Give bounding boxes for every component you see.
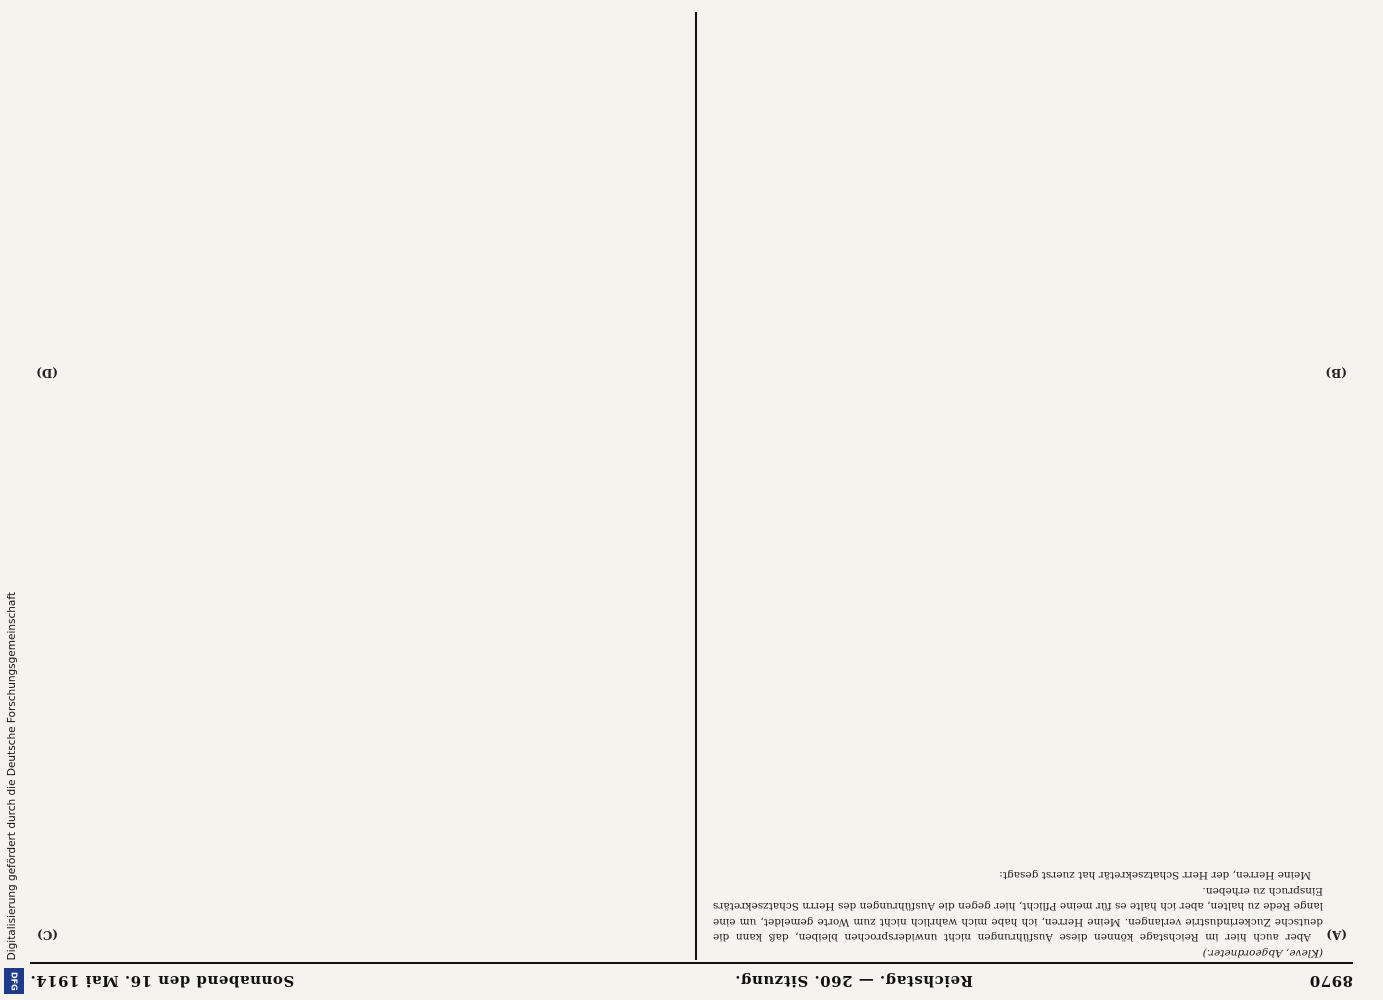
page-title: Reichstag. — 260. Sitzung.: [734, 972, 973, 990]
left-column: [713, 12, 1323, 960]
page-header: [30, 966, 1353, 992]
dfg-logo-icon: DFG: [4, 968, 24, 994]
right-column: [61, 12, 671, 960]
page-number: 8970: [1309, 972, 1353, 990]
column-divider: [695, 12, 697, 960]
header-rule: [30, 962, 1353, 964]
speaker-note: (Kleve, Abgeordneter.): [1202, 947, 1323, 959]
page-date: Sonnabend den 16. Mai 1914.: [30, 972, 295, 990]
margin-mark-c: (C): [37, 928, 58, 942]
paragraph: Meine Herren, der Herr Schatzsekretär hat zuerst gesagt:: [999, 869, 1311, 882]
margin-mark-a: (A): [1326, 928, 1347, 942]
paragraph: Aber auch hier im Reichstage können diese Ausführungen nicht unwidersprochen bleiben, daß kann die deutsche Zuckerindustrie verlangen. Meine Herren, ich habe mich wahrlich nicht zum Worte gemeldet, um eine lange Rede zu halten, aber ich halte es für meine Pflicht, hier gegen die Ausführungen des Herrn Schatzsekretärs Einspruch zu erheben.: [713, 884, 1323, 944]
margin-mark-b: (B): [1325, 366, 1347, 380]
digitization-note: Digitalisierung gefördert durch die Deutsche Forschungsgemeinschaft: [6, 591, 18, 960]
margin-mark-d: (D): [36, 366, 58, 380]
